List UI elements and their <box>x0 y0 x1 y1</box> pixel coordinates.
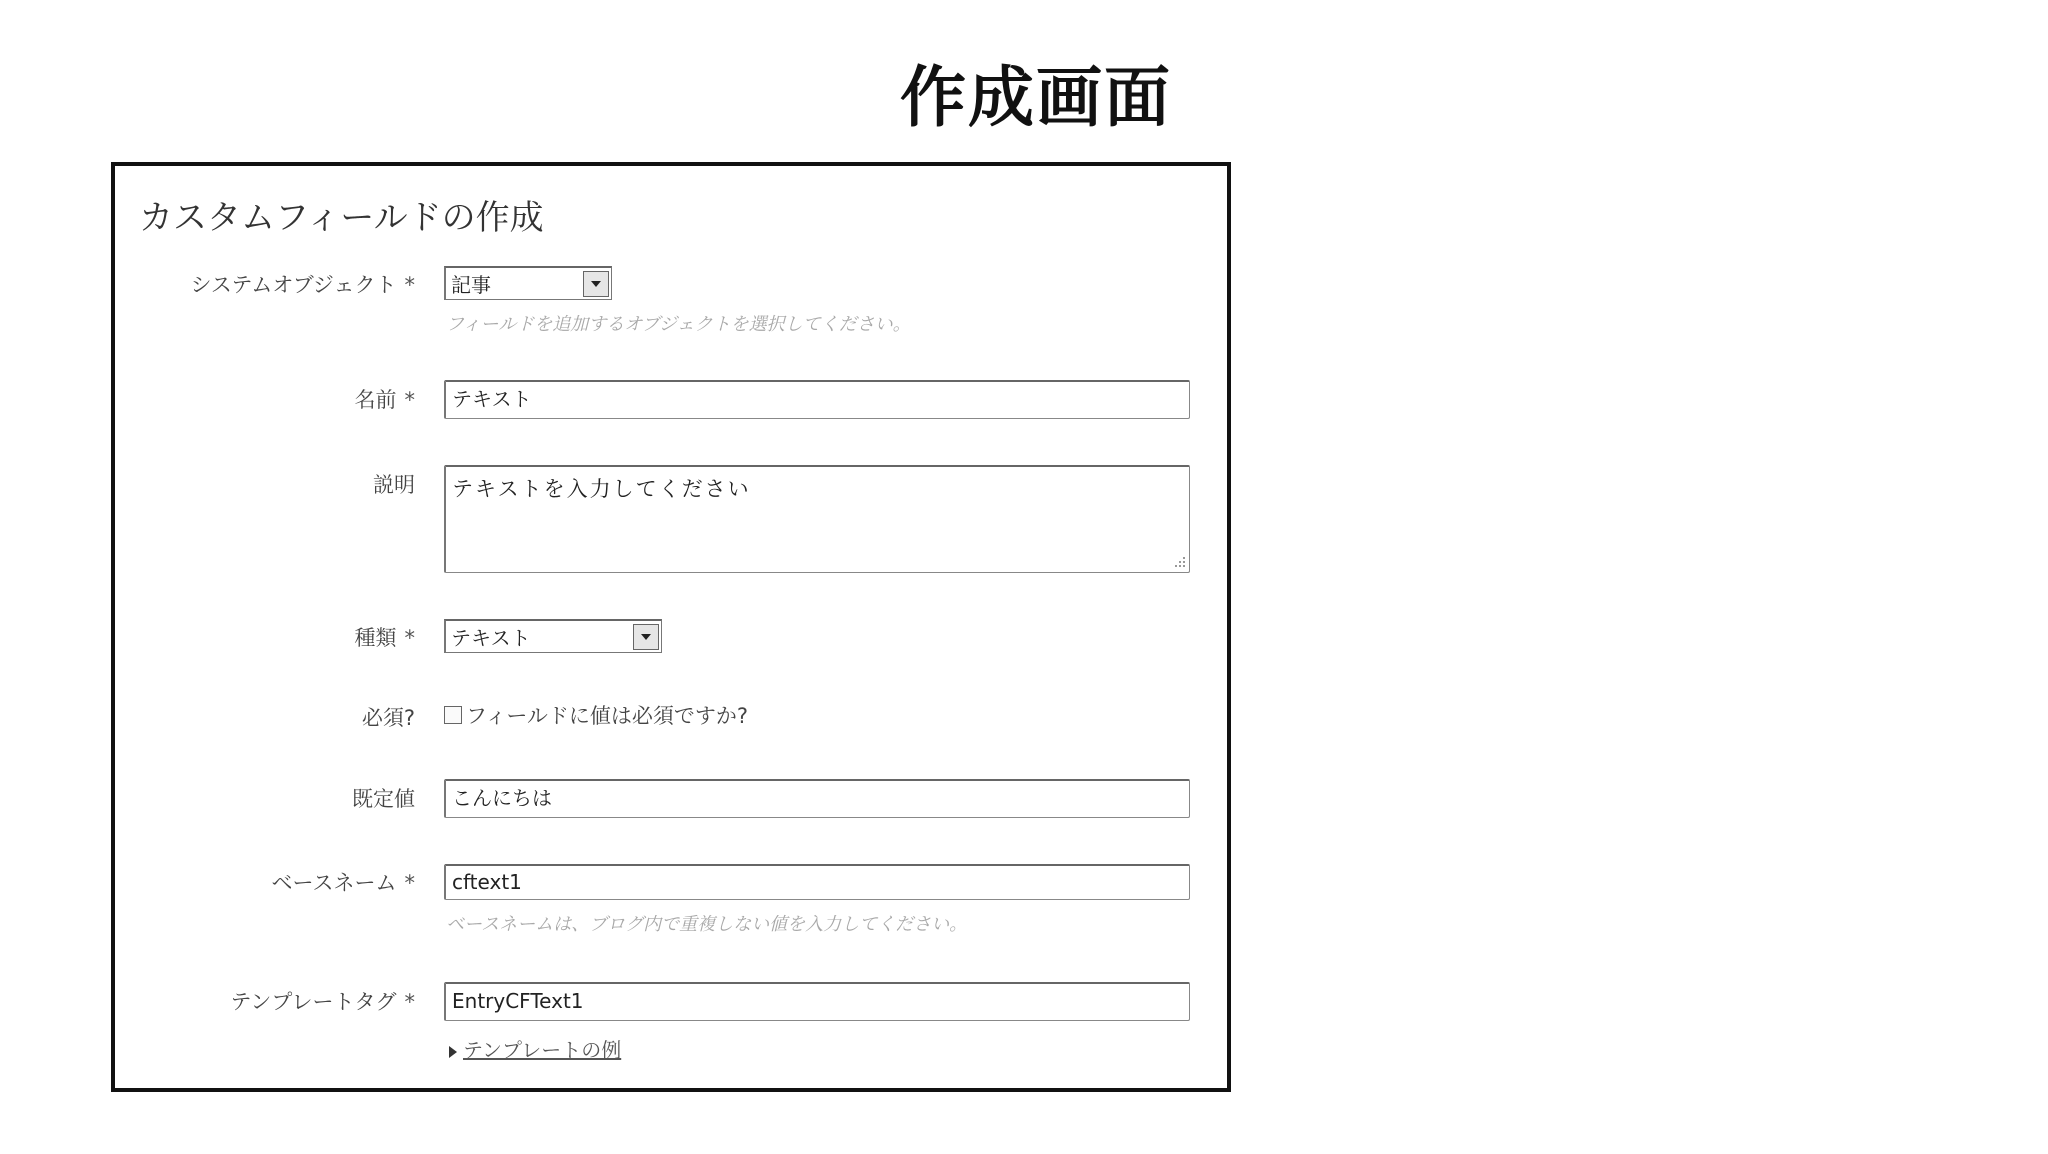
basename-hint: ベースネームは、ブログ内で重複しない値を入力してください。 <box>446 914 968 935</box>
required-label: 必須? <box>361 706 415 730</box>
triangle-right-icon <box>449 1046 457 1058</box>
required-mark: * <box>404 990 415 1014</box>
template-example-toggle[interactable] <box>449 1034 621 1063</box>
description-label: 説明 <box>373 473 415 497</box>
system-object-value: 記事 <box>451 273 491 297</box>
template-example-link[interactable]: テンプレートの例 <box>463 1038 622 1062</box>
basename-input[interactable]: cftext1 <box>444 864 1190 900</box>
slide-title: 作成画面 <box>900 59 1172 136</box>
chevron-down-icon[interactable] <box>583 271 609 297</box>
name-input[interactable]: テキスト <box>444 380 1190 419</box>
required-checkbox-label[interactable]: フィールドに値は必須ですか? <box>466 704 749 728</box>
default-value-label: 既定値 <box>352 787 415 811</box>
required-mark: * <box>404 626 415 650</box>
resize-grip-icon[interactable] <box>1172 555 1186 569</box>
required-row <box>444 700 748 730</box>
chevron-down-icon[interactable] <box>633 624 659 650</box>
type-select[interactable] <box>444 619 662 653</box>
type-label: 種類 * <box>354 626 415 650</box>
name-label: 名前 * <box>354 388 415 412</box>
custom-field-form-panel <box>111 162 1231 1092</box>
basename-label: ベースネーム * <box>271 871 415 895</box>
system-object-hint: フィールドを追加するオブジェクトを選択してください。 <box>446 314 911 335</box>
required-mark: * <box>404 388 415 412</box>
system-object-select[interactable] <box>444 266 612 300</box>
required-checkbox[interactable] <box>444 706 462 724</box>
required-mark: * <box>404 871 415 895</box>
default-value-input[interactable]: こんにちは <box>444 779 1190 818</box>
template-tag-input[interactable]: EntryCFText1 <box>444 982 1190 1021</box>
system-object-label: システムオブジェクト * <box>190 273 415 297</box>
required-mark: * <box>404 273 415 297</box>
description-textarea[interactable] <box>444 465 1190 573</box>
template-tag-label: テンプレートタグ * <box>230 990 415 1014</box>
type-value: テキスト <box>451 626 531 650</box>
form-title: カスタムフィールドの作成 <box>139 198 544 238</box>
description-value: テキストを入力してください <box>452 477 751 501</box>
